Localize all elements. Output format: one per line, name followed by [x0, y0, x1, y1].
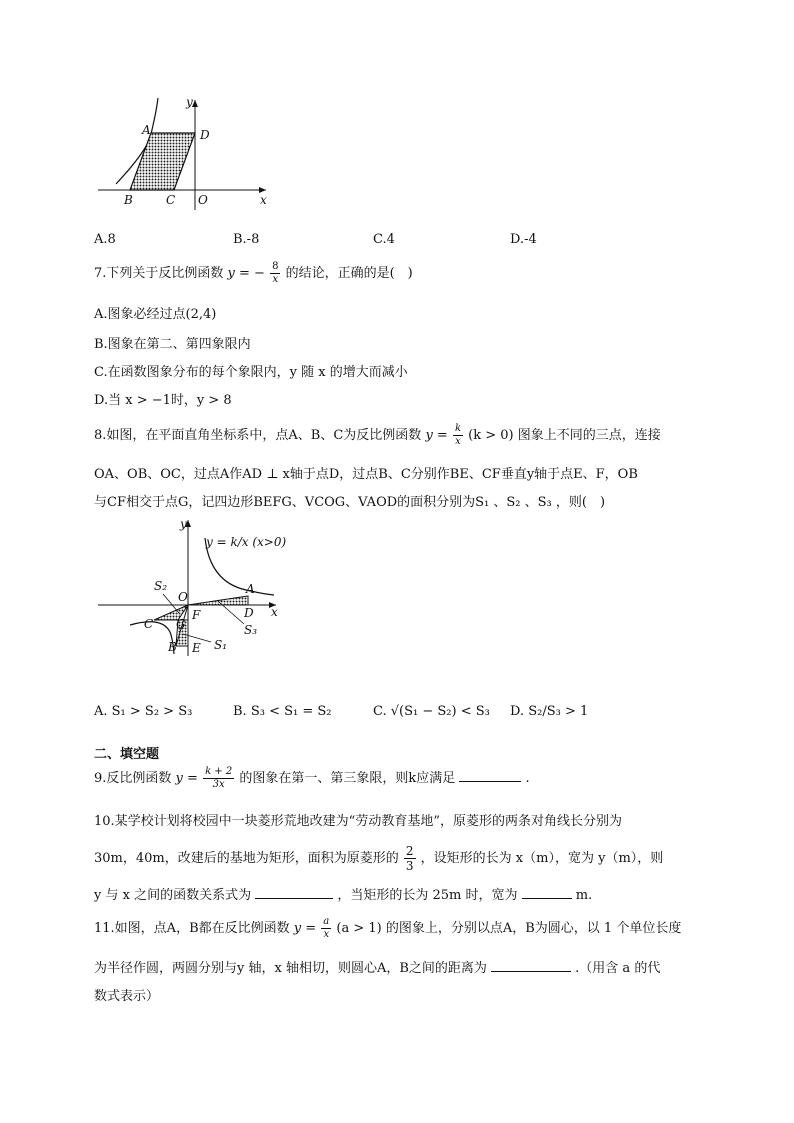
q9-end: .	[525, 771, 530, 786]
q8-func-lhs: y =	[425, 428, 448, 443]
q6-label-c: C	[166, 193, 176, 207]
q8-frac-den: x	[455, 436, 461, 447]
q9-fraction	[203, 767, 234, 790]
q6-label-d: D	[200, 128, 210, 142]
q8-figure	[94, 516, 294, 661]
q11-func-cond: (a > 1)	[336, 921, 382, 936]
q8-line1-pre: 8.如图，在平面直角坐标系中，点A、B、C为反比例函数	[94, 428, 422, 443]
q8-label-g: G	[176, 617, 186, 631]
q8-label-e: E	[192, 641, 201, 655]
q8-label-a: A	[246, 582, 255, 596]
q6-option-a: A.8	[94, 232, 116, 247]
q8-fraction	[453, 424, 463, 447]
q11-answer-blank[interactable]	[491, 959, 571, 972]
q11-line2	[94, 957, 660, 976]
q10-line3-pre: y 与 x 之间的函数关系式为	[94, 888, 252, 903]
q8-label-s2: S₂	[154, 579, 168, 593]
q11-line2-pre: 为半径作圆，两圆分别与y 轴，x 轴相切，则圆心A，B之间的距离为	[94, 961, 487, 976]
q7-stem-pre: 7.下列关于反比例函数	[94, 266, 224, 281]
q8-option-d: D. S₂/S₃ > 1	[510, 704, 589, 719]
q8-option-c: C. √(S₁ − S₂) < S₃	[373, 704, 490, 719]
q11-func-lhs: y =	[293, 921, 317, 936]
q8-option-a: A. S₁ > S₂ > S₃	[94, 704, 193, 719]
q6-label-x: x	[260, 193, 267, 207]
q7-stem	[94, 262, 413, 285]
q6-figure	[94, 94, 274, 214]
q7-option-a: A.图象必经过点(2,4)	[94, 307, 217, 322]
q9-stem-post: 的图象在第一、第三象限，则k应满足	[239, 771, 456, 786]
q7-stem-post: 的结论，正确的是( )	[285, 266, 413, 281]
q8-label-c: C	[144, 617, 154, 631]
q10-line2-pre: 30m，40m，改建后的基地为矩形，面积为原菱形的	[94, 851, 399, 866]
q11-line3: 数式表示）	[94, 989, 160, 1004]
q10-line1: 10.某学校计划将校园中一块菱形荒地改建为“劳动教育基地”，原菱形的两条对角线长分别为	[94, 814, 622, 829]
q11-fraction	[321, 917, 331, 940]
q6-label-o: O	[198, 193, 208, 207]
q8-func-cond: (k > 0)	[468, 428, 514, 443]
q8-label-f: F	[192, 608, 201, 622]
q8-line1-post: 图象上不同的三点，连接	[517, 428, 661, 443]
q9-frac-den: 3x	[212, 779, 225, 790]
q8-label-d: D	[244, 606, 254, 620]
section-title: 二、填空题	[94, 747, 160, 762]
q7-frac-den: x	[272, 274, 279, 285]
q6-label-b: B	[124, 193, 133, 207]
q8-label-o: O	[178, 590, 188, 604]
q10-width-blank[interactable]	[522, 886, 572, 899]
q8-line2: OA、OB、OC，过点A作AD ⊥ x轴于点D，过点B、C分别作BE、CF垂直y轴于点E、F，OB	[94, 467, 638, 482]
q9-answer-blank[interactable]	[459, 769, 521, 782]
q8-label-y: y	[180, 517, 187, 531]
q9-frac-num: k + 2	[205, 766, 233, 777]
q7-func-lhs: y = −	[227, 266, 265, 281]
q10-line2	[94, 845, 663, 872]
q7-option-d: D.当 x > −1时，y > 8	[94, 393, 232, 408]
q10-line3-mid: ，当矩形的长为 25m 时，宽为	[337, 888, 518, 903]
q10-line2-post: ，设矩形的长为 x（m），宽为 y（m），则	[420, 851, 664, 866]
q11-line1-pre: 11.如图，点A，B都在反比例函数	[94, 921, 290, 936]
q8-label-x: x	[271, 605, 278, 619]
q10-line3-end: m.	[575, 888, 593, 903]
q6-label-a: A	[142, 123, 151, 137]
q9-func-lhs: y =	[175, 771, 198, 786]
q8-option-b: B. S₃ < S₁ = S₂	[233, 704, 332, 719]
q7-option-b: B.图象在第二、第四象限内	[94, 337, 251, 352]
q10-line3	[94, 884, 592, 903]
q9-stem-pre: 9.反比例函数	[94, 771, 172, 786]
q7-frac-num: 8	[272, 261, 279, 272]
q11-line1	[94, 917, 681, 940]
q8-label-b: B	[168, 640, 177, 654]
q9-stem	[94, 767, 530, 790]
q11-frac-den: x	[323, 929, 330, 940]
q8-label-func: y = k/x (x>0)	[206, 535, 287, 549]
q8-line3: 与CF相交于点G，记四边形BEFG、VCOG、VAOD的面积分别为S₁ 、S₂ 、S₃ ，则( )	[94, 495, 606, 510]
q6-option-d: D.-4	[510, 232, 537, 247]
q8-label-s1: S₁	[214, 638, 228, 652]
q11-line1-post: 的图象上，分别以点A，B为圆心，以 1 个单位长度	[385, 921, 682, 936]
q10-frac-num: 2	[405, 844, 414, 858]
q10-frac-den: 3	[405, 859, 414, 873]
q6-option-b: B.-8	[233, 232, 260, 247]
q7-option-c: C.在函数图象分布的每个象限内，y 随 x 的增大而减小	[94, 365, 408, 380]
q7-fraction	[270, 262, 280, 285]
q8-line1	[94, 424, 661, 447]
q8-frac-num: k	[454, 423, 462, 434]
q8-label-s3: S₃	[244, 623, 258, 637]
q10-fraction	[404, 845, 416, 872]
q6-label-y: y	[186, 95, 193, 109]
q6-option-c: C.4	[373, 232, 395, 247]
q11-line2-post: .（用含 a 的代	[575, 961, 661, 976]
q11-frac-num: a	[323, 916, 330, 927]
q10-function-blank[interactable]	[255, 886, 333, 899]
